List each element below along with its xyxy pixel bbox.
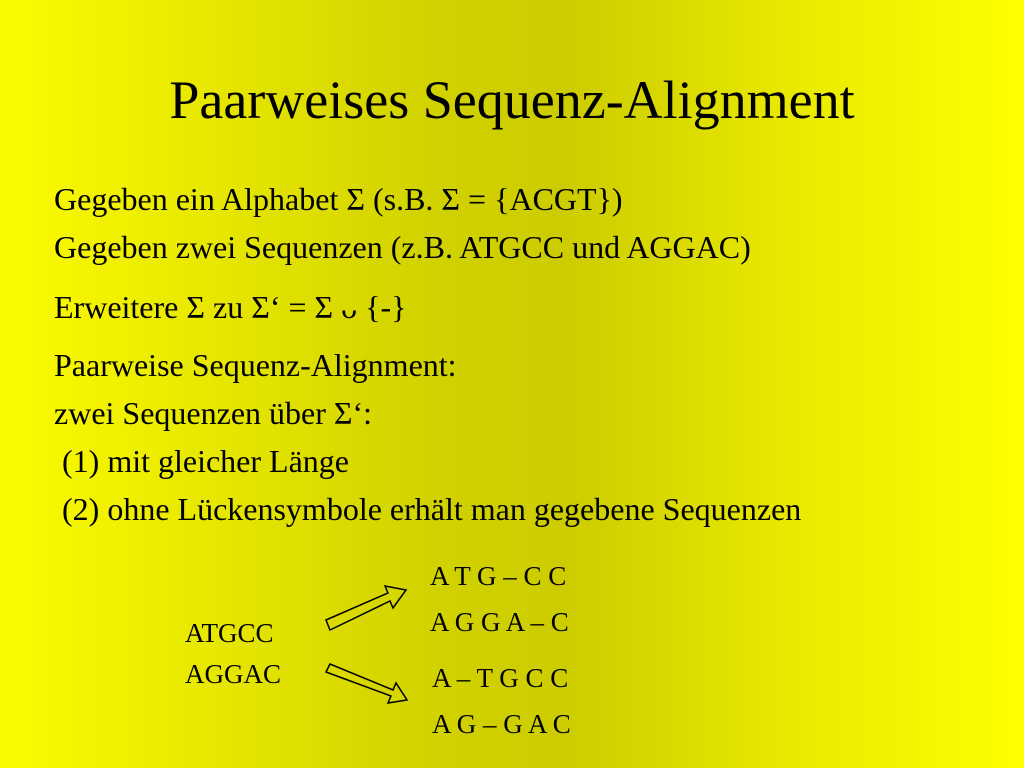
body-line-sequences: Gegeben zwei Sequenzen (z.B. ATGCC und AGGAC): [54, 229, 751, 265]
body-line-two-sequences: zwei Sequenzen über Σ‘:: [54, 395, 373, 431]
body-line-extend-alphabet: Erweitere Σ zu Σ‘ = Σ ᴗ {-}: [54, 289, 407, 325]
alignment-2-top: A – T G C C: [432, 663, 569, 693]
body-line-alphabet: Gegeben ein Alphabet Σ (s.B. Σ = {ACGT}): [54, 181, 623, 217]
arrow-down-right-icon: [326, 664, 407, 703]
alignment-1-top: A T G – C C: [430, 561, 567, 591]
body-line-condition-1: (1) mit gleicher Länge: [54, 443, 349, 479]
alignment-2-bottom: A G – G A C: [432, 709, 571, 739]
slide-title: Paarweises Sequenz-Alignment: [169, 70, 855, 130]
input-sequence-2: AGGAC: [185, 659, 282, 689]
input-sequence-1: ATGCC: [185, 618, 274, 648]
arrow-up-right-icon: [326, 586, 406, 630]
alignment-1-bottom: A G G A – C: [430, 607, 569, 637]
body-line-condition-2: (2) ohne Lückensymbole erhält man gegebene Sequenzen: [54, 491, 802, 527]
body-line-definition: Paarweise Sequenz-Alignment:: [54, 347, 457, 383]
